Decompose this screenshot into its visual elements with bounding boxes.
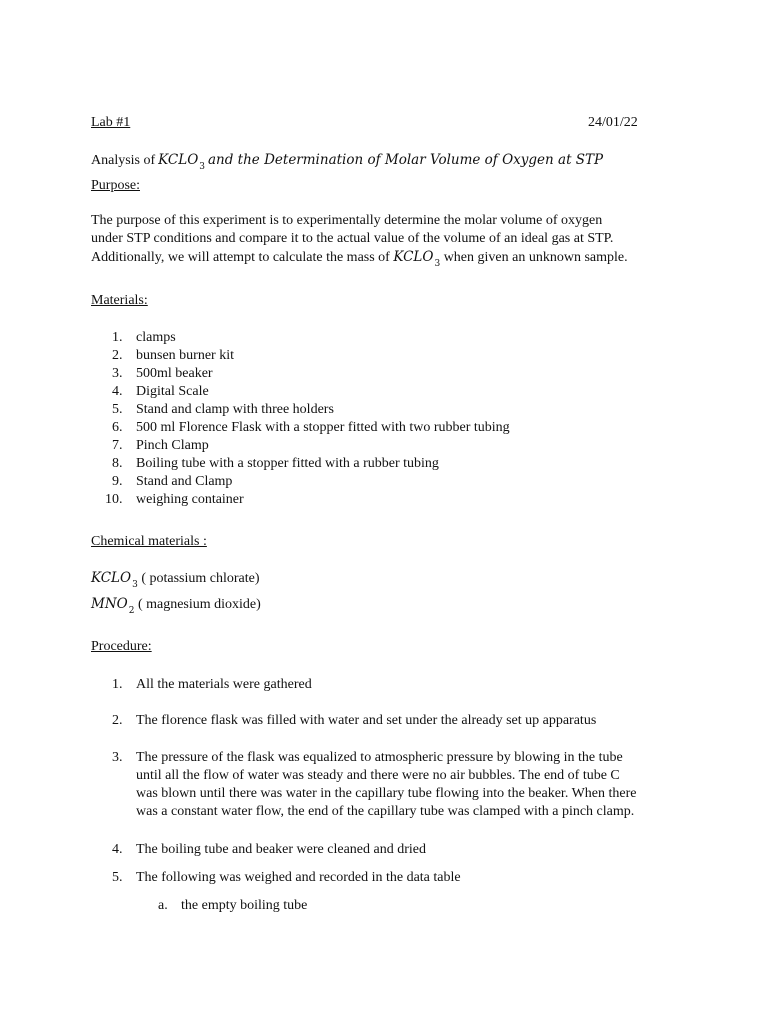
chemical-description: ( potassium chlorate) xyxy=(141,571,260,586)
materials-list xyxy=(91,329,510,509)
procedure-step: The following was weighed and recorded in the data table xyxy=(136,870,461,885)
purpose-heading: Purpose: xyxy=(91,178,140,193)
procedure-step-number: 2. xyxy=(112,713,123,728)
lab-date: 24/01/22 xyxy=(588,115,638,130)
materials-heading: Materials: xyxy=(91,293,148,308)
list-item: 10. weighing container xyxy=(105,492,244,507)
list-item: 1. clamps xyxy=(112,330,176,345)
list-item: 9. Stand and Clamp xyxy=(112,474,233,489)
list-item: 3. 500ml beaker xyxy=(112,366,213,381)
procedure-substep: the empty boiling tube xyxy=(181,898,308,913)
list-item: 8. Boiling tube with a stopper fitted with a rubber tubing xyxy=(112,456,439,471)
list-item: 4. Digital Scale xyxy=(112,384,209,399)
purpose-line: under STP conditions and compare it to the actual value of the volume of an ideal gas at STP. xyxy=(91,231,614,246)
chemical-item-mno2 xyxy=(91,595,261,615)
procedure-step: The pressure of the flask was equalized to atmospheric pressure by blowing in the tube until all the flow of water was steady and there were no air bubbles. The end of tube C was blown until there was water in the capillary tube flowing into the beaker. When there was a constant water flow, the end of the capillary tube was clamped with a pinch clamp. xyxy=(136,750,637,819)
purpose-formula: $KCLO_3$ xyxy=(393,249,441,269)
title-formula: $KCLO_3$ xyxy=(158,152,205,172)
document-title xyxy=(91,151,603,171)
procedure-step: The boiling tube and beaker were cleaned and dried xyxy=(136,842,426,857)
list-item: 5. Stand and clamp with three holders xyxy=(112,402,334,417)
chemical-formula: $MNO_2$ xyxy=(91,596,135,616)
chemicals-heading: Chemical materials : xyxy=(91,534,207,549)
list-item: 7. Pinch Clamp xyxy=(112,438,209,453)
list-item: 6. 500 ml Florence Flask with a stopper fitted with two rubber tubing xyxy=(112,420,510,435)
purpose-line: The purpose of this experiment is to experimentally determine the molar volume of oxygen xyxy=(91,213,603,228)
procedure-step-number: 4. xyxy=(112,842,123,857)
title-rest: and the Determination of Molar Volume of Oxygen at STP xyxy=(208,152,604,168)
chemical-description: ( magnesium dioxide) xyxy=(137,597,261,612)
chemical-item-kclo3 xyxy=(91,569,260,589)
title-prefix: Analysis of xyxy=(91,153,156,168)
procedure-heading: Procedure: xyxy=(91,639,152,654)
procedure-step-number: 5. xyxy=(112,870,123,885)
procedure-step-number: 1. xyxy=(112,677,123,692)
lab-number: Lab #1 xyxy=(91,115,131,130)
list-item: 2. bunsen burner kit xyxy=(112,348,234,363)
purpose-line: Additionally, we will attempt to calculate the mass of $KCLO_3$ when given an unknown sample. xyxy=(91,249,628,269)
procedure-substep-letter: a. xyxy=(158,898,168,913)
chemical-formula: $KCLO_3$ xyxy=(91,570,138,590)
procedure-step: All the materials were gathered xyxy=(136,677,312,692)
procedure-step-number: 3. xyxy=(112,750,123,765)
procedure-step: The florence flask was filled with water and set under the already set up apparatus xyxy=(136,713,597,728)
purpose-paragraph xyxy=(91,212,691,268)
